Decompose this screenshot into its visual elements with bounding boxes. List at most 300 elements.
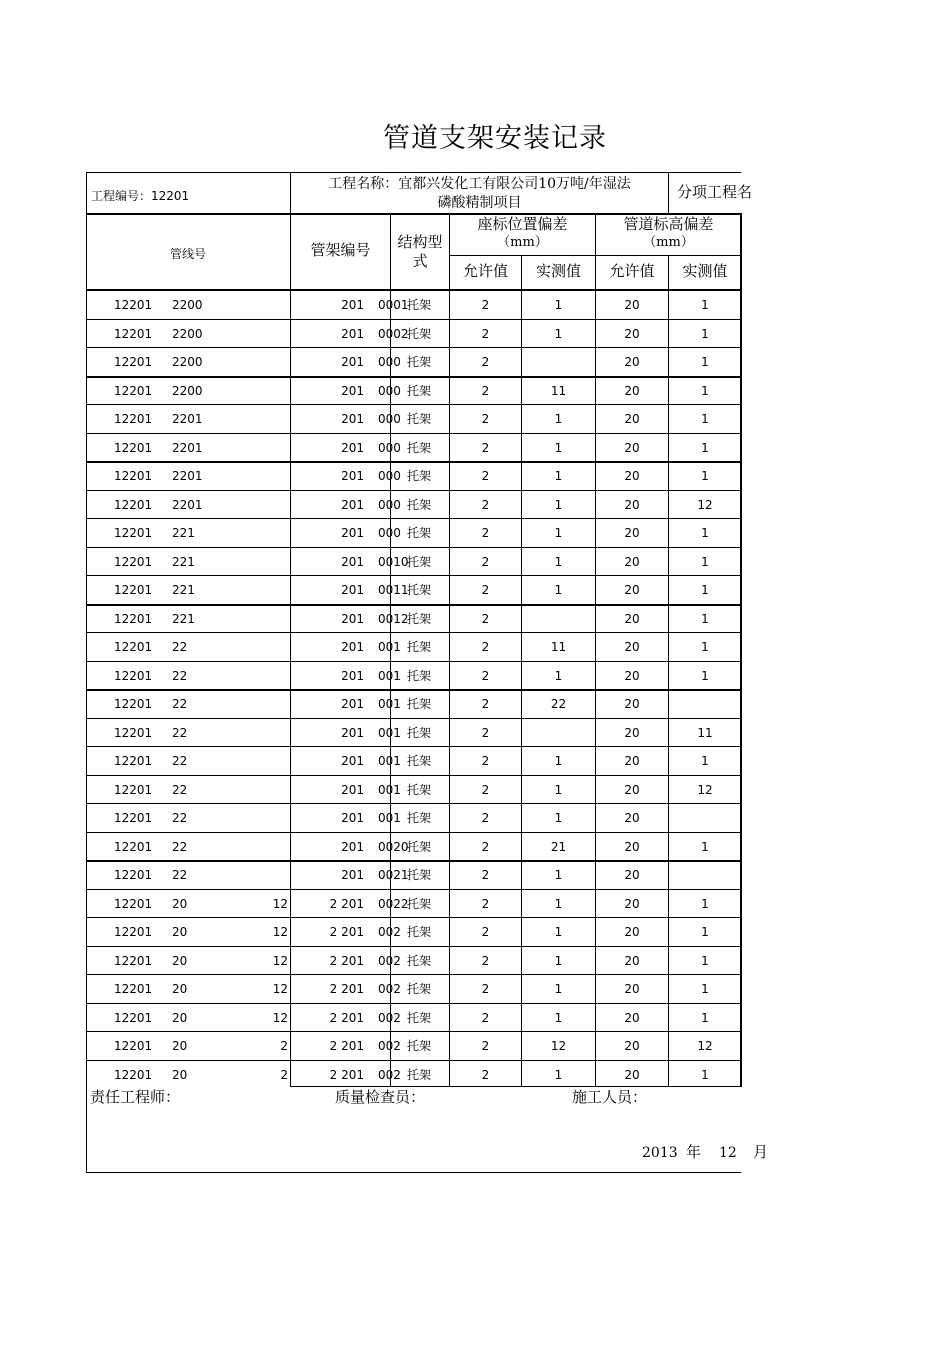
structure: 托架 bbox=[407, 412, 432, 426]
structure: 托架 bbox=[407, 383, 432, 398]
structure: 托架 bbox=[407, 697, 432, 711]
support-no-a: 201 bbox=[341, 839, 364, 854]
allowed-1: 2 bbox=[481, 953, 490, 968]
table-row bbox=[86, 833, 741, 861]
sub-project-label: 分项工程名 bbox=[677, 183, 753, 201]
table-row bbox=[86, 576, 741, 604]
allowed-1: 2 bbox=[481, 469, 490, 483]
allowed-2: 20 bbox=[624, 925, 640, 939]
structure: 托架 bbox=[407, 782, 432, 797]
col-measured-1: 实测值 bbox=[535, 262, 581, 280]
structure: 托架 bbox=[407, 355, 432, 369]
structure: 托架 bbox=[407, 1039, 432, 1053]
structure: 托架 bbox=[407, 754, 432, 768]
allowed-1: 2 bbox=[481, 982, 490, 996]
allowed-2: 20 bbox=[624, 412, 640, 426]
line-no-a: 12201 bbox=[114, 526, 153, 540]
line-no-b: 221 bbox=[172, 611, 195, 626]
allowed-1: 2 bbox=[481, 640, 490, 654]
allowed-1: 2 bbox=[481, 440, 490, 455]
measured-2: 1 bbox=[701, 583, 709, 597]
line-no-a: 12201 bbox=[114, 412, 153, 426]
table-row bbox=[86, 776, 741, 804]
line-no-b: 2201 bbox=[172, 440, 203, 455]
line-no-b: 2201 bbox=[172, 469, 203, 483]
support-no-a: 201 bbox=[341, 554, 364, 569]
line-no-c: 2 bbox=[280, 1067, 288, 1082]
support-no-b: 0001 bbox=[378, 298, 409, 312]
allowed-1: 2 bbox=[481, 754, 490, 768]
allowed-1: 2 bbox=[481, 412, 490, 426]
col-line-6 bbox=[668, 172, 669, 215]
measured-2: 11 bbox=[697, 725, 713, 740]
support-no-b: 000 bbox=[378, 355, 401, 369]
line-no-c: 12 bbox=[272, 1010, 288, 1025]
line-no-a: 12201 bbox=[114, 782, 153, 797]
table-row bbox=[86, 690, 741, 718]
measured-2: 1 bbox=[701, 982, 709, 996]
support-no-b: 002 bbox=[378, 953, 401, 968]
table-row bbox=[86, 405, 741, 433]
line-no-b: 2201 bbox=[172, 497, 203, 512]
measured-1: 1 bbox=[554, 668, 563, 683]
line-no-a: 12201 bbox=[114, 697, 153, 711]
line-no-a: 12201 bbox=[114, 383, 153, 398]
measured-1: 1 bbox=[554, 811, 563, 825]
support-no-a: 201 bbox=[341, 640, 364, 654]
allowed-2: 20 bbox=[624, 469, 640, 483]
col-allowed-1: 允许值 bbox=[462, 262, 508, 280]
line-no-b: 2200 bbox=[172, 298, 203, 312]
measured-1: 1 bbox=[554, 782, 563, 797]
allowed-2: 20 bbox=[624, 668, 640, 683]
support-no-b: 0022 bbox=[378, 896, 409, 911]
measured-1: 1 bbox=[554, 754, 563, 768]
structure: 托架 bbox=[407, 640, 432, 654]
support-no-a: 2 201 bbox=[329, 1067, 364, 1082]
table-row bbox=[86, 1032, 741, 1060]
line-no-b: 2200 bbox=[172, 383, 203, 398]
line-no-a: 12201 bbox=[114, 725, 153, 740]
table-row bbox=[86, 320, 741, 348]
col-measured-2: 实测值 bbox=[682, 262, 728, 280]
table-row bbox=[86, 548, 741, 576]
table-row bbox=[86, 975, 741, 1003]
allowed-2: 20 bbox=[624, 725, 640, 740]
line-no-a: 12201 bbox=[114, 896, 153, 911]
line-no-a: 12201 bbox=[114, 925, 153, 939]
structure: 托架 bbox=[407, 982, 432, 996]
line-no-a: 12201 bbox=[114, 953, 153, 968]
allowed-2: 20 bbox=[624, 611, 640, 626]
allowed-1: 2 bbox=[481, 298, 490, 312]
measured-2: 1 bbox=[701, 554, 709, 569]
table-row bbox=[86, 747, 741, 775]
measured-2: 1 bbox=[701, 839, 709, 854]
allowed-2: 20 bbox=[624, 953, 640, 968]
line-no-a: 12201 bbox=[114, 640, 153, 654]
col-elev-dev-2: （mm） bbox=[643, 235, 694, 250]
structure: 托架 bbox=[407, 611, 432, 626]
allowed-1: 2 bbox=[481, 697, 490, 711]
measured-1: 1 bbox=[554, 583, 563, 597]
support-no-b: 0010 bbox=[378, 554, 409, 569]
allowed-2: 20 bbox=[624, 982, 640, 996]
line-no-c: 12 bbox=[272, 982, 288, 996]
date-month: 12 bbox=[719, 1145, 737, 1161]
allowed-2: 20 bbox=[624, 839, 640, 854]
support-no-a: 2 201 bbox=[329, 896, 364, 911]
measured-1: 1 bbox=[554, 554, 563, 569]
structure: 托架 bbox=[407, 469, 432, 483]
measured-1: 1 bbox=[554, 412, 563, 426]
support-no-b: 0011 bbox=[378, 583, 409, 597]
measured-1: 21 bbox=[550, 839, 567, 854]
support-no-a: 201 bbox=[341, 583, 364, 597]
bottom-border bbox=[86, 1172, 741, 1173]
support-no-a: 2 201 bbox=[329, 925, 364, 939]
measured-1: 1 bbox=[554, 440, 563, 455]
line-no-a: 12201 bbox=[114, 326, 153, 341]
col-structure-2: 式 bbox=[412, 252, 428, 270]
measured-1: 11 bbox=[550, 640, 567, 654]
allowed-1: 2 bbox=[481, 526, 490, 540]
support-no-a: 201 bbox=[341, 697, 364, 711]
measured-2: 1 bbox=[701, 326, 709, 341]
support-no-b: 000 bbox=[378, 412, 401, 426]
record-sheet bbox=[86, 172, 769, 1173]
measured-2: 1 bbox=[701, 526, 709, 540]
table-row bbox=[86, 377, 741, 405]
support-no-a: 2 201 bbox=[329, 982, 364, 996]
measured-1: 1 bbox=[554, 868, 563, 882]
line-no-a: 12201 bbox=[114, 1039, 153, 1053]
allowed-2: 20 bbox=[624, 326, 640, 341]
engineer-label: 责任工程师： bbox=[90, 1088, 181, 1106]
measured-1: 22 bbox=[550, 697, 567, 711]
allowed-2: 20 bbox=[624, 640, 640, 654]
measured-2: 1 bbox=[701, 668, 709, 683]
structure: 托架 bbox=[407, 1067, 432, 1082]
measured-1: 1 bbox=[554, 953, 563, 968]
table-row bbox=[86, 1061, 741, 1089]
measured-2: 1 bbox=[701, 1067, 709, 1082]
date-month-unit: 月 bbox=[753, 1143, 769, 1161]
line-no-b: 20 bbox=[172, 896, 188, 911]
structure: 托架 bbox=[407, 725, 432, 740]
allowed-2: 20 bbox=[624, 1010, 640, 1025]
measured-1: 1 bbox=[554, 298, 563, 312]
support-no-a: 201 bbox=[341, 412, 364, 426]
date-year-unit: 年 bbox=[686, 1143, 702, 1161]
support-no-a: 201 bbox=[341, 782, 364, 797]
line-no-b: 22 bbox=[172, 754, 188, 768]
allowed-2: 20 bbox=[624, 868, 640, 882]
support-no-a: 201 bbox=[341, 383, 364, 398]
project-name-line1: 工程名称：宜都兴发化工有限公司10万吨/年湿法 bbox=[328, 176, 631, 192]
support-no-a: 201 bbox=[341, 868, 364, 882]
measured-2: 12 bbox=[697, 782, 713, 797]
line-no-a: 12201 bbox=[114, 298, 153, 312]
line-no-a: 12201 bbox=[114, 1010, 153, 1025]
structure: 托架 bbox=[407, 440, 432, 455]
allowed-1: 2 bbox=[481, 554, 490, 569]
support-no-b: 001 bbox=[378, 668, 401, 683]
measured-1: 1 bbox=[554, 982, 563, 996]
support-no-b: 001 bbox=[378, 697, 401, 711]
allowed-2: 20 bbox=[624, 1039, 640, 1053]
structure: 托架 bbox=[407, 1010, 432, 1025]
support-no-b: 001 bbox=[378, 811, 401, 825]
allowed-1: 2 bbox=[481, 497, 490, 512]
support-no-a: 201 bbox=[341, 469, 364, 483]
measured-2: 1 bbox=[701, 383, 709, 398]
structure: 托架 bbox=[407, 326, 432, 341]
allowed-2: 20 bbox=[624, 355, 640, 369]
table-row bbox=[86, 947, 741, 975]
support-no-a: 201 bbox=[341, 611, 364, 626]
line-no-b: 22 bbox=[172, 782, 188, 797]
allowed-1: 2 bbox=[481, 326, 490, 341]
col-elev-dev-1: 管道标高偏差 bbox=[623, 215, 714, 233]
measured-2: 12 bbox=[697, 497, 713, 512]
table-row bbox=[86, 890, 741, 918]
line-no-b: 20 bbox=[172, 925, 188, 939]
allowed-1: 2 bbox=[481, 725, 490, 740]
support-no-b: 001 bbox=[378, 782, 401, 797]
support-no-a: 201 bbox=[341, 355, 364, 369]
allowed-1: 2 bbox=[481, 383, 490, 398]
project-number: 工程编号：12201 bbox=[91, 189, 190, 203]
structure: 托架 bbox=[407, 583, 432, 597]
line-no-a: 12201 bbox=[114, 440, 153, 455]
table-row bbox=[86, 348, 741, 376]
line-no-a: 12201 bbox=[114, 754, 153, 768]
table-row bbox=[86, 804, 741, 832]
line-no-b: 221 bbox=[172, 526, 195, 540]
line-no-a: 12201 bbox=[114, 554, 153, 569]
measured-2: 1 bbox=[701, 412, 709, 426]
table-row bbox=[86, 1004, 741, 1032]
line-no-c: 2 bbox=[280, 1039, 288, 1053]
allowed-1: 2 bbox=[481, 896, 490, 911]
date-year: 2013 bbox=[642, 1145, 678, 1161]
table-row bbox=[86, 462, 741, 490]
line-no-a: 12201 bbox=[114, 868, 153, 882]
measured-2: 1 bbox=[701, 298, 709, 312]
measured-2: 1 bbox=[701, 440, 709, 455]
measured-2: 1 bbox=[701, 953, 709, 968]
table-row bbox=[86, 434, 741, 462]
structure: 托架 bbox=[407, 868, 432, 882]
table-row bbox=[86, 662, 741, 690]
measured-1: 1 bbox=[554, 1067, 563, 1082]
measured-2: 1 bbox=[701, 1010, 709, 1025]
measured-2: 1 bbox=[701, 469, 709, 483]
col-coord-dev-2: （mm） bbox=[497, 235, 548, 250]
col-allowed-2: 允许值 bbox=[609, 262, 655, 280]
inspector-label: 质量检查员： bbox=[335, 1088, 426, 1106]
line-no-b: 22 bbox=[172, 811, 188, 825]
line-no-b: 2201 bbox=[172, 412, 203, 426]
measured-1: 1 bbox=[554, 526, 563, 540]
structure: 托架 bbox=[407, 839, 432, 854]
measured-2: 1 bbox=[701, 925, 709, 939]
allowed-2: 20 bbox=[624, 811, 640, 825]
allowed-2: 20 bbox=[624, 497, 640, 512]
structure: 托架 bbox=[407, 497, 432, 512]
structure: 托架 bbox=[407, 668, 432, 683]
allowed-2: 20 bbox=[624, 1067, 640, 1082]
structure: 托架 bbox=[407, 526, 432, 540]
support-no-b: 002 bbox=[378, 1067, 401, 1082]
support-no-a: 201 bbox=[341, 326, 364, 341]
line-no-b: 20 bbox=[172, 1039, 188, 1053]
structure: 托架 bbox=[407, 811, 432, 825]
line-no-c: 12 bbox=[272, 925, 288, 939]
structure: 托架 bbox=[407, 925, 432, 939]
line-no-a: 12201 bbox=[114, 583, 153, 597]
measured-1: 11 bbox=[550, 383, 567, 398]
table-row bbox=[86, 291, 741, 319]
support-no-b: 001 bbox=[378, 754, 401, 768]
support-no-b: 0020 bbox=[378, 839, 409, 854]
line-no-b: 22 bbox=[172, 640, 188, 654]
measured-1: 1 bbox=[554, 326, 563, 341]
allowed-2: 20 bbox=[624, 554, 640, 569]
structure: 托架 bbox=[407, 298, 432, 312]
top-border bbox=[86, 172, 741, 173]
support-no-a: 201 bbox=[341, 526, 364, 540]
allowed-1: 2 bbox=[481, 839, 490, 854]
table-row bbox=[86, 519, 741, 547]
allowed-2: 20 bbox=[624, 298, 640, 312]
support-no-b: 001 bbox=[378, 725, 401, 740]
allowed-2: 20 bbox=[624, 583, 640, 597]
allowed-1: 2 bbox=[481, 1010, 490, 1025]
table-row bbox=[86, 719, 741, 747]
col-coord-dev-1: 座标位置偏差 bbox=[477, 215, 568, 233]
allowed-1: 2 bbox=[481, 925, 490, 939]
line-no-c: 12 bbox=[272, 896, 288, 911]
line-no-b: 20 bbox=[172, 953, 188, 968]
support-no-b: 0021 bbox=[378, 868, 409, 882]
allowed-1: 2 bbox=[481, 668, 490, 683]
allowed-1: 2 bbox=[481, 1067, 490, 1082]
support-no-b: 000 bbox=[378, 440, 401, 455]
measured-2: 1 bbox=[701, 896, 709, 911]
support-no-a: 201 bbox=[341, 725, 364, 740]
support-no-b: 001 bbox=[378, 640, 401, 654]
line-no-b: 22 bbox=[172, 839, 188, 854]
support-no-a: 201 bbox=[341, 298, 364, 312]
allowed-1: 2 bbox=[481, 811, 490, 825]
line-no-b: 20 bbox=[172, 1010, 188, 1025]
measured-2: 1 bbox=[701, 640, 709, 654]
support-no-a: 201 bbox=[341, 440, 364, 455]
col-support-no: 管架编号 bbox=[310, 241, 371, 259]
measured-2: 1 bbox=[701, 754, 709, 768]
support-no-b: 000 bbox=[378, 526, 401, 540]
line-no-a: 12201 bbox=[114, 1067, 153, 1082]
line-no-b: 20 bbox=[172, 1067, 188, 1082]
table-row bbox=[86, 491, 741, 519]
support-no-b: 002 bbox=[378, 1010, 401, 1025]
support-no-b: 002 bbox=[378, 925, 401, 939]
support-no-b: 0012 bbox=[378, 611, 409, 626]
allowed-2: 20 bbox=[624, 526, 640, 540]
line-no-a: 12201 bbox=[114, 355, 153, 369]
support-no-a: 2 201 bbox=[329, 953, 364, 968]
line-no-b: 221 bbox=[172, 554, 195, 569]
allowed-1: 2 bbox=[481, 868, 490, 882]
allowed-2: 20 bbox=[624, 383, 640, 398]
col-line-no: 管线号 bbox=[169, 247, 206, 261]
line-no-a: 12201 bbox=[114, 497, 153, 512]
structure: 托架 bbox=[407, 953, 432, 968]
support-no-b: 000 bbox=[378, 497, 401, 512]
support-no-a: 201 bbox=[341, 497, 364, 512]
allowed-2: 20 bbox=[624, 782, 640, 797]
line-no-a: 12201 bbox=[114, 839, 153, 854]
line-no-a: 12201 bbox=[114, 811, 153, 825]
support-no-a: 201 bbox=[341, 811, 364, 825]
line-no-a: 12201 bbox=[114, 668, 153, 683]
measured-1: 1 bbox=[554, 497, 563, 512]
support-no-b: 0002 bbox=[378, 326, 409, 341]
allowed-2: 20 bbox=[624, 896, 640, 911]
support-no-a: 2 201 bbox=[329, 1010, 364, 1025]
measured-1: 1 bbox=[554, 1010, 563, 1025]
support-no-a: 201 bbox=[341, 754, 364, 768]
support-no-b: 000 bbox=[378, 469, 401, 483]
line-no-c: 12 bbox=[272, 953, 288, 968]
table-row bbox=[86, 918, 741, 946]
table-row bbox=[86, 861, 741, 889]
structure: 托架 bbox=[407, 554, 432, 569]
support-no-b: 002 bbox=[378, 1039, 401, 1053]
allowed-2: 20 bbox=[624, 754, 640, 768]
measured-2: 12 bbox=[697, 1039, 713, 1053]
measured-2: 1 bbox=[701, 611, 709, 626]
support-no-a: 2 201 bbox=[329, 1039, 364, 1053]
line-no-b: 2200 bbox=[172, 326, 203, 341]
line-no-b: 20 bbox=[172, 982, 188, 996]
line-no-b: 221 bbox=[172, 583, 195, 597]
allowed-1: 2 bbox=[481, 583, 490, 597]
line-no-b: 22 bbox=[172, 868, 188, 882]
table-row bbox=[86, 633, 741, 661]
line-no-b: 22 bbox=[172, 725, 188, 740]
support-no-b: 002 bbox=[378, 982, 401, 996]
measured-1: 12 bbox=[550, 1039, 567, 1053]
allowed-1: 2 bbox=[481, 611, 490, 626]
line-no-b: 2200 bbox=[172, 355, 203, 369]
page-title: 管道支架安装记录 bbox=[383, 123, 607, 154]
measured-1: 1 bbox=[554, 925, 563, 939]
line-no-b: 22 bbox=[172, 697, 188, 711]
support-no-b: 000 bbox=[378, 383, 401, 398]
allowed-1: 2 bbox=[481, 355, 490, 369]
line-no-a: 12201 bbox=[114, 982, 153, 996]
line-no-a: 12201 bbox=[114, 611, 153, 626]
support-no-a: 201 bbox=[341, 668, 364, 683]
worker-label: 施工人员： bbox=[572, 1088, 648, 1106]
allowed-1: 2 bbox=[481, 782, 490, 797]
measured-1: 1 bbox=[554, 469, 563, 483]
structure: 托架 bbox=[407, 896, 432, 911]
measured-1: 1 bbox=[554, 896, 563, 911]
